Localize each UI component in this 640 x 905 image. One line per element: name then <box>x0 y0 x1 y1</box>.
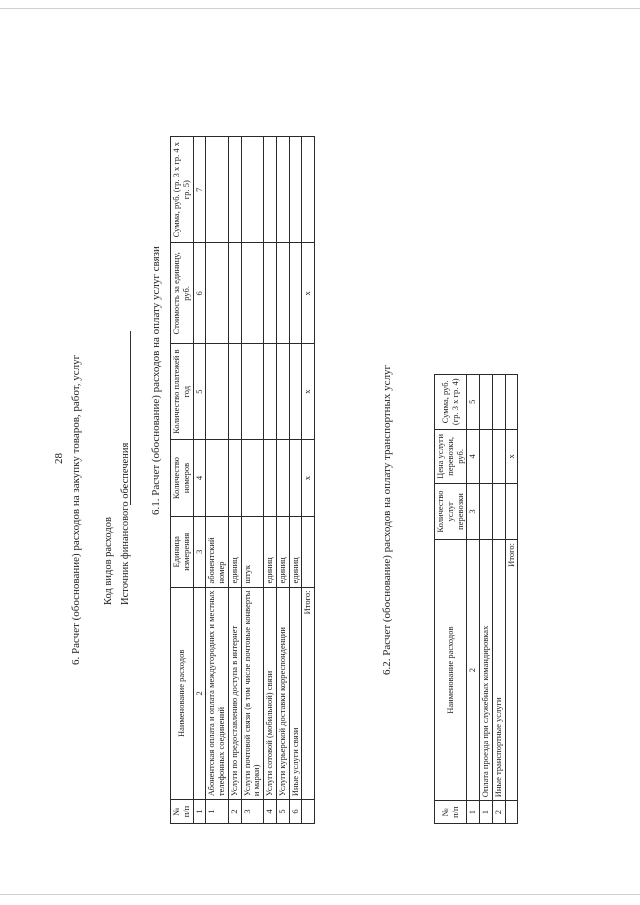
empty-cell <box>480 429 493 484</box>
empty-cell <box>289 344 302 440</box>
empty-cell <box>206 439 229 516</box>
empty-cell <box>302 137 315 243</box>
empty-cell <box>276 243 289 344</box>
empty-cell <box>302 800 315 824</box>
header-cell: Сумма, руб. (гр. 3 х гр. 4) <box>435 375 467 430</box>
empty-cell <box>241 137 264 243</box>
unit-cell: единиц <box>276 517 289 587</box>
unit-cell: штук <box>241 517 264 587</box>
header-cell: Стоимость за единицу, руб. <box>171 243 194 344</box>
empty-cell <box>241 344 264 440</box>
empty-cell <box>228 439 241 516</box>
empty-cell <box>480 375 493 430</box>
row-number: 1 <box>206 800 229 824</box>
colnum-cell: 2 <box>193 587 206 800</box>
colnum-cell: 2 <box>467 539 480 800</box>
header-cell: Сумма, руб. (гр. 3 х гр. 4 х гр. 5) <box>171 137 194 243</box>
table-row <box>228 137 241 824</box>
header-cell: Единица измерения <box>171 517 194 587</box>
table-row <box>276 137 289 824</box>
empty-cell <box>480 484 493 540</box>
empty-cell <box>289 243 302 344</box>
expense-name: Услуги курьерской доставки корреспонденции <box>276 587 289 800</box>
table-communication-services <box>170 136 315 824</box>
unit-cell: единиц <box>228 517 241 587</box>
row-number: 3 <box>241 800 264 824</box>
empty-cell <box>276 344 289 440</box>
empty-cell <box>289 439 302 516</box>
colnum-cell: 5 <box>193 344 206 440</box>
table-row <box>206 137 229 824</box>
colnum-cell: 5 <box>467 375 480 430</box>
expense-name: Услуги почтовой связи (в том числе почтовые конверты и марки) <box>241 587 264 800</box>
expense-name: Оплата проезда при служебных командировках <box>480 539 493 800</box>
header-cell: Количество номеров <box>171 439 194 516</box>
table2-title: 6.2. Расчет (обоснование) расходов на оплату транспортных услуг <box>381 364 393 675</box>
table-row <box>241 137 264 824</box>
empty-cell <box>264 243 277 344</box>
total-x-mark: х <box>302 439 315 516</box>
header-cell: № п/п <box>171 800 194 824</box>
unit-cell: абонентский номер <box>206 517 229 587</box>
expense-name: Иные услуги связи <box>289 587 302 800</box>
empty-cell <box>276 137 289 243</box>
empty-cell <box>228 344 241 440</box>
header-cell: № п/п <box>435 801 467 824</box>
header-cell: Количество платежей в год <box>171 344 194 440</box>
table2-total-row <box>505 375 518 824</box>
empty-cell <box>492 484 505 540</box>
table-row <box>480 375 493 824</box>
expense-name: Иные транспортные услуги <box>492 539 505 800</box>
table-row <box>289 137 302 824</box>
empty-cell <box>505 801 518 824</box>
colnum-cell: 1 <box>193 800 206 824</box>
header-cell: Количество услуг перевозки <box>435 484 467 540</box>
header-cell: Наименование расходов <box>435 539 467 800</box>
table1-colnum-row <box>193 137 206 824</box>
total-label: Итого: <box>302 587 315 800</box>
header-cell: Цена услуги перевозки, руб. <box>435 429 467 484</box>
table1-title: 6.1. Расчет (обоснование) расходов на оплату услуг связи <box>150 246 162 515</box>
table1-total-row <box>302 137 315 824</box>
empty-cell <box>241 243 264 344</box>
empty-cell <box>505 375 518 430</box>
colnum-cell: 3 <box>193 517 206 587</box>
unit-cell: единиц <box>289 517 302 587</box>
expense-name: Услуги по предоставлению доступа в интернет <box>228 587 241 800</box>
empty-cell <box>492 429 505 484</box>
colnum-cell: 1 <box>467 801 480 824</box>
empty-cell <box>276 439 289 516</box>
empty-cell <box>264 344 277 440</box>
empty-cell <box>302 517 315 587</box>
header-cell: Наименование расходов <box>171 587 194 800</box>
empty-cell <box>289 137 302 243</box>
funding-source-label: Источник финансового обеспечения <box>120 442 131 605</box>
table-row <box>264 137 277 824</box>
table-transport-services <box>434 374 518 824</box>
table-row <box>492 375 505 824</box>
expense-name: Абонентская оплата и оплата междугородних и местных телефонных соединений <box>206 587 229 800</box>
row-number: 5 <box>276 800 289 824</box>
empty-cell <box>241 439 264 516</box>
row-number: 4 <box>264 800 277 824</box>
row-number: 2 <box>228 800 241 824</box>
colnum-cell: 6 <box>193 243 206 344</box>
section-title: 6. Расчет (обоснование) расходов на закупку товаров, работ, услуг <box>70 354 82 665</box>
total-label: Итого: <box>505 539 518 800</box>
colnum-cell: 3 <box>467 484 480 540</box>
colnum-cell: 4 <box>193 439 206 516</box>
table2-colnum-row <box>467 375 480 824</box>
row-number: 1 <box>480 801 493 824</box>
row-number: 2 <box>492 801 505 824</box>
total-x-mark: х <box>302 344 315 440</box>
funding-source-line <box>130 331 131 421</box>
row-number: 6 <box>289 800 302 824</box>
empty-cell <box>264 439 277 516</box>
empty-cell <box>206 344 229 440</box>
empty-cell <box>206 243 229 344</box>
total-x-mark: х <box>505 429 518 484</box>
page-number: 28 <box>53 453 65 464</box>
colnum-cell: 4 <box>467 429 480 484</box>
colnum-cell: 7 <box>193 137 206 243</box>
empty-cell <box>228 137 241 243</box>
empty-cell <box>492 375 505 430</box>
unit-cell: единиц <box>264 517 277 587</box>
empty-cell <box>505 484 518 540</box>
table1-header-row <box>171 137 194 824</box>
empty-cell <box>264 137 277 243</box>
empty-cell <box>228 243 241 344</box>
expense-code-label: Код видов расходов <box>103 517 114 605</box>
empty-cell <box>206 137 229 243</box>
expense-name: Услуги сотовой (мобильной) связи <box>264 587 277 800</box>
table2-header-row <box>435 375 467 824</box>
total-x-mark: х <box>302 243 315 344</box>
